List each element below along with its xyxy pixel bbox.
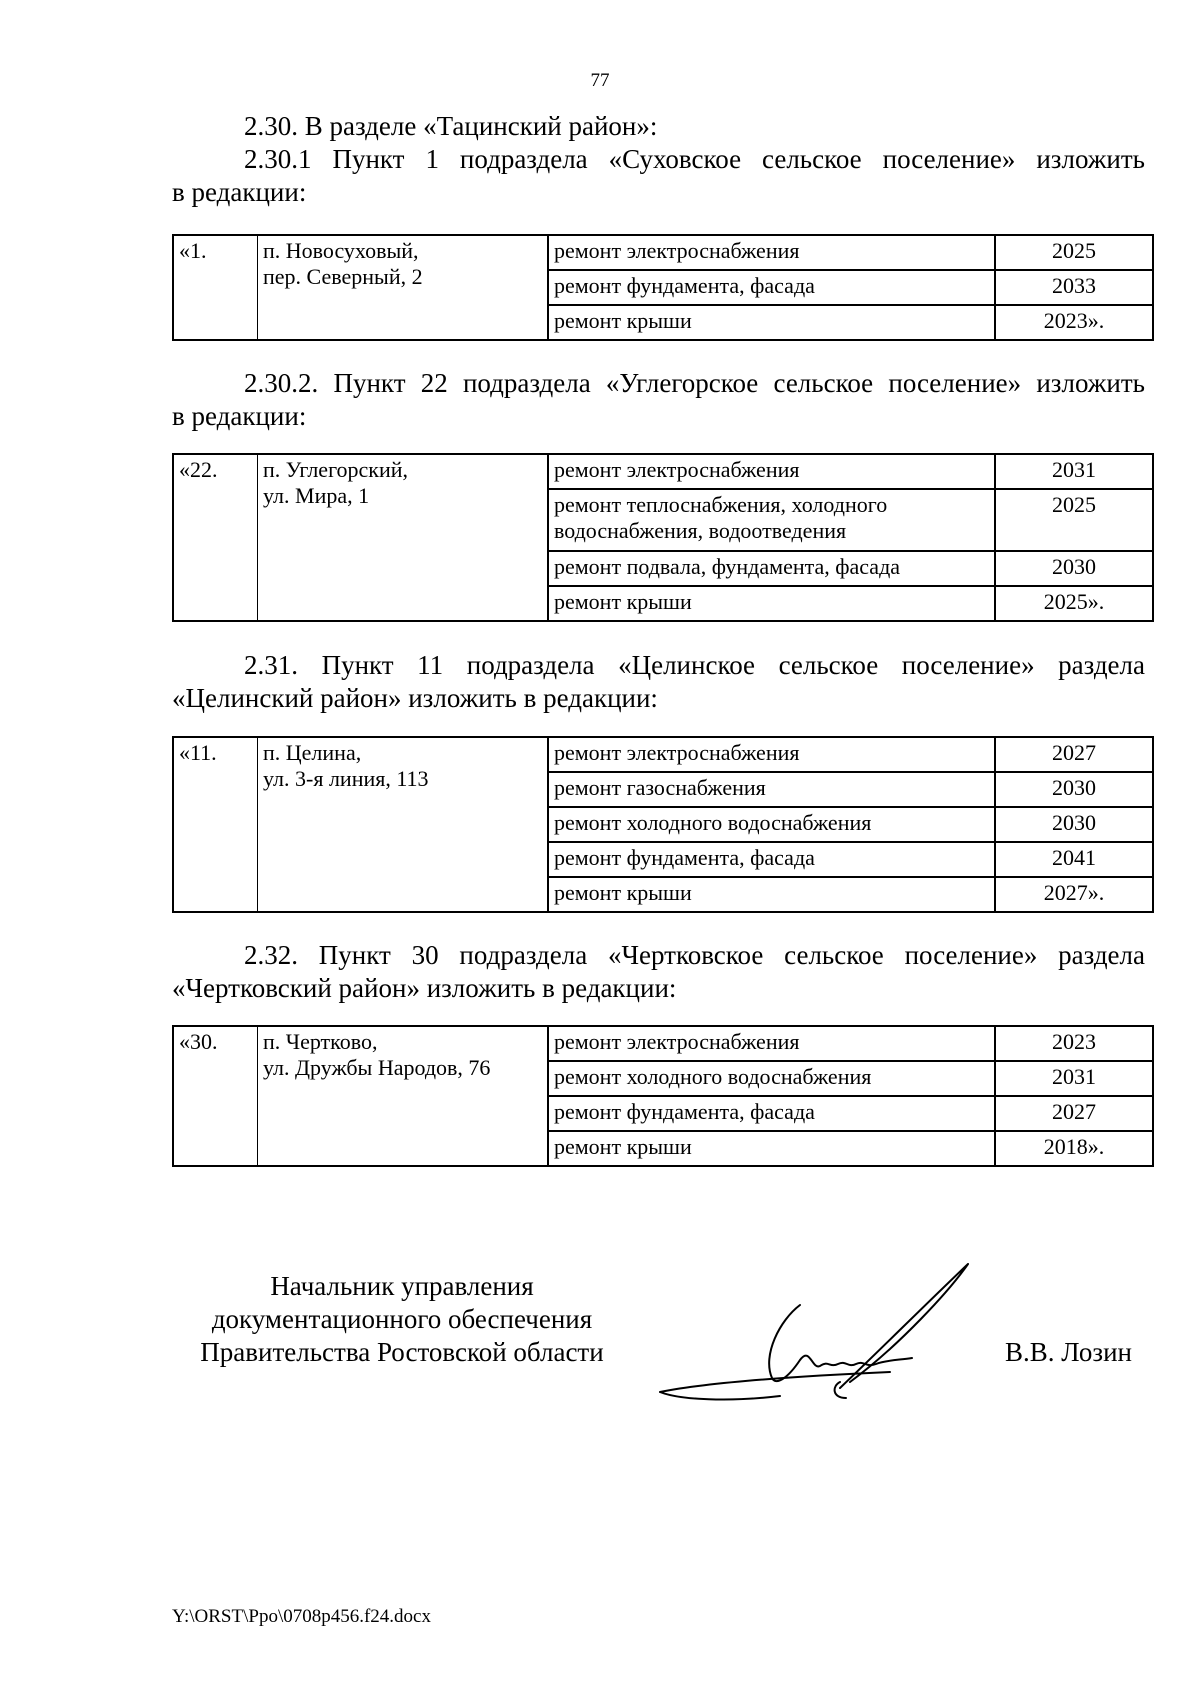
work-type: ремонт фундамента, фасада [548, 1096, 995, 1131]
table-row [173, 235, 1153, 270]
year: 2027». [995, 877, 1153, 912]
work-type: ремонт фундамента, фасада [548, 842, 995, 877]
year: 2025». [995, 586, 1153, 621]
work-type: ремонт теплоснабжения, холодного водоснабжения, водоотведения [548, 489, 995, 551]
year: 2027 [995, 1096, 1153, 1131]
year: 2031 [995, 454, 1153, 489]
item-number: «1. [173, 235, 258, 340]
section-230-2-text: 2.30.2. Пункт 22 подраздела «Углегорское сельское поселение» изложить в редакции: [172, 368, 1145, 431]
work-type: ремонт холодного водоснабжения [548, 807, 995, 842]
year: 2023 [995, 1026, 1153, 1061]
signatory-position: Начальник управления документационного обеспечения Правительства Ростовской области [200, 1271, 604, 1367]
work-type: ремонт подвала, фундамента, фасада [548, 551, 995, 586]
work-type: ремонт крыши [548, 586, 995, 621]
year: 2025 [995, 489, 1153, 551]
address: п. Углегорский, ул. Мира, 1 [258, 454, 549, 621]
work-type: ремонт электроснабжения [548, 1026, 995, 1061]
table-uglegorskoe [172, 453, 1154, 622]
work-type: ремонт крыши [548, 305, 995, 340]
section-230-heading: 2.30. В разделе «Тацинский район»: [244, 111, 658, 141]
table-suhovskoe [172, 234, 1154, 341]
work-type: ремонт крыши [548, 877, 995, 912]
table-row [173, 737, 1153, 772]
address: п. Чертково, ул. Дружбы Народов, 76 [258, 1026, 549, 1166]
section-232-text: 2.32. Пункт 30 подраздела «Чертковское сельское поселение» раздела «Чертковский район» изложить в редакции: [172, 940, 1145, 1003]
item-number: «11. [173, 737, 258, 912]
handwritten-signature [650, 1260, 980, 1410]
work-type: ремонт электроснабжения [548, 235, 995, 270]
work-type: ремонт фундамента, фасада [548, 270, 995, 305]
file-path-footer: Y:\ORST\Ppo\0708p456.f24.docx [172, 1606, 431, 1627]
item-number: «30. [173, 1026, 258, 1166]
address: п. Целина, ул. 3-я линия, 113 [258, 737, 549, 912]
work-type: ремонт холодного водоснабжения [548, 1061, 995, 1096]
year: 2030 [995, 807, 1153, 842]
table-tselinskoe [172, 736, 1154, 913]
year: 2018». [995, 1131, 1153, 1166]
section-230-1-text: 2.30.1 Пункт 1 подраздела «Суховское сельское поселение» изложить в редакции: [172, 144, 1145, 207]
year: 2030 [995, 551, 1153, 586]
table-row [173, 1026, 1153, 1061]
work-type: ремонт крыши [548, 1131, 995, 1166]
year: 2025 [995, 235, 1153, 270]
item-number: «22. [173, 454, 258, 621]
work-type: ремонт электроснабжения [548, 454, 995, 489]
year: 2027 [995, 737, 1153, 772]
page-number: 77 [590, 70, 610, 91]
year: 2023». [995, 305, 1153, 340]
work-type: ремонт газоснабжения [548, 772, 995, 807]
year: 2030 [995, 772, 1153, 807]
year: 2031 [995, 1061, 1153, 1096]
work-type: ремонт электроснабжения [548, 737, 995, 772]
table-chertkovskoe [172, 1025, 1154, 1167]
year: 2041 [995, 842, 1153, 877]
table-row [173, 454, 1153, 489]
year: 2033 [995, 270, 1153, 305]
signatory-name: В.В. Лозин [1005, 1337, 1132, 1367]
section-231-text: 2.31. Пункт 11 подраздела «Целинское сельское поселение» раздела «Целинский район» изложить в редакции: [172, 650, 1145, 713]
address: п. Новосуховый, пер. Северный, 2 [258, 235, 549, 340]
